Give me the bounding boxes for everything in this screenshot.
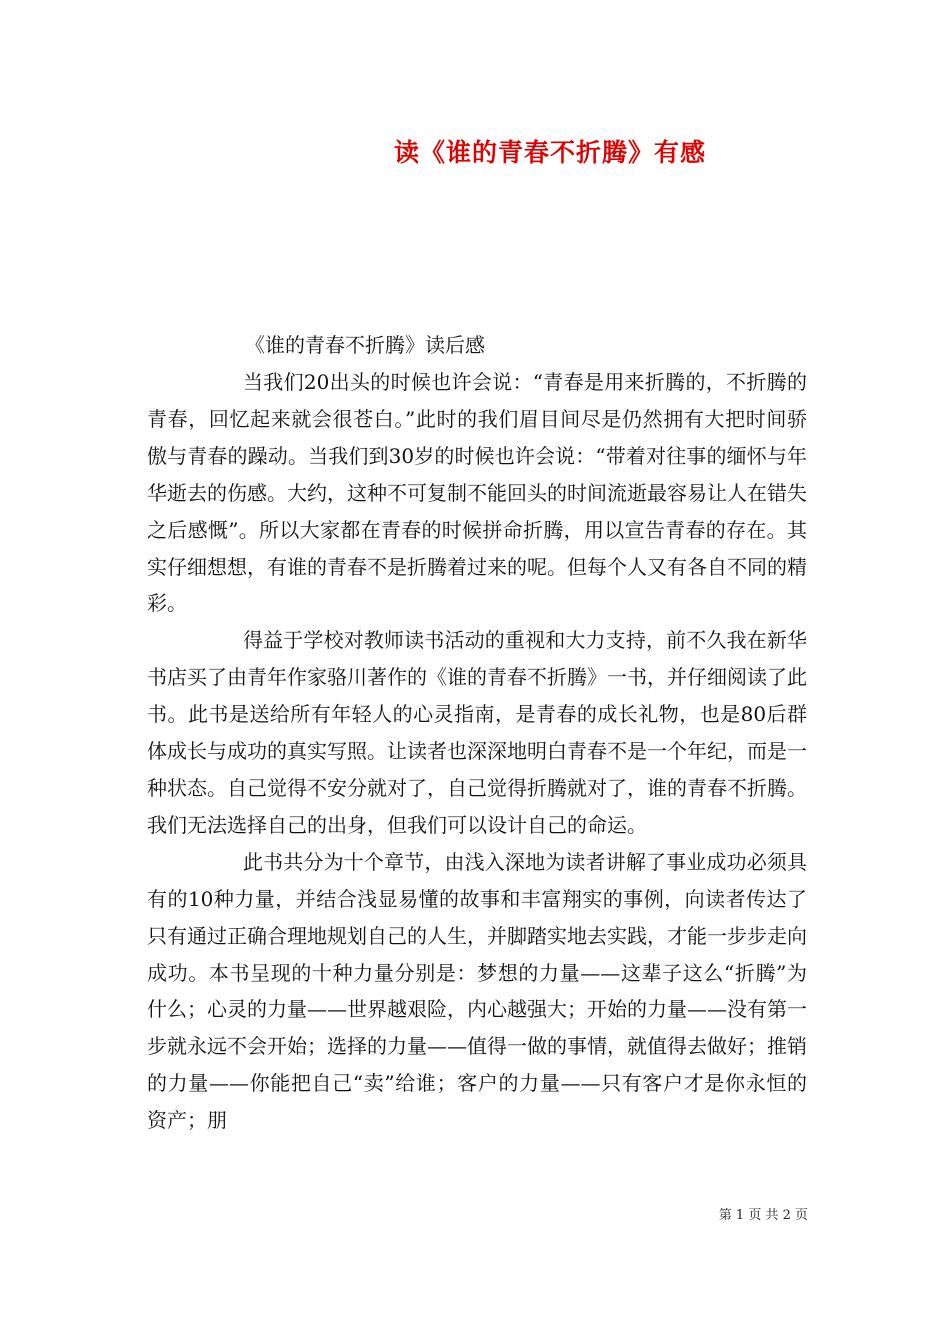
paragraph-2: 得益于学校对教师读书活动的重视和大力支持，前不久我在新华书店买了由青年作家骆川著作的《谁的青春不折腾》一书，并仔细阅读了此书。此书是送给所有年轻人的心灵指南，是青春的成长礼物，也是80后群体成长与成功的真实写照。让读者也深深地明白青春不是一个年纪，而是一种状态。自己觉得不安分就对了，自己觉得折腾就对了，谁的青春不折腾。我们无法选择自己的出身，但我们可以设计自己的命运。 — [147, 628, 807, 837]
paragraph-3: 此书共分为十个章节，由浅入深地为读者讲解了事业成功必须具有的10种力量，并结合浅显易懂的故事和丰富翔实的事例，向读者传达了只有通过正确合理地规划自己的人生，并脚踏实地去实践，才能一步步走向成功。本书呈现的十种力量分别是：梦想的力量——这辈子这么“折腾”为什么；心灵的力量——世界越艰险，内心越强大；开始的力量——没有第一步就永远不会开始；选择的力量——值得一做的事情，就值得去做好；推销的力量——你能把自己“卖”给谁；客户的力量——只有客户才是你永恒的资产；朋 — [147, 849, 807, 1133]
document-subtitle: 《谁的青春不折腾》读后感 — [245, 333, 485, 357]
page-number: 第 1 页 共 2 页 — [718, 1208, 808, 1223]
document-body — [147, 364, 807, 1139]
document-title: 读《谁的青春不折腾》有感 — [393, 138, 706, 167]
paragraph-1: 当我们20出头的时候也许会说：“青春是用来折腾的，不折腾的青春，回忆起来就会很苍白。”此时的我们眉目间尽是仍然拥有大把时间骄傲与青春的躁动。当我们到30岁的时候也许会说：“带着对往事的缅怀与年华逝去的伤感。大约，这种不可复制不能回头的时间流逝最容易让人在错失之后感慨”。所以大家都在青春的时候拼命折腾，用以宣告青春的存在。其实仔细想想，有谁的青春不是折腾着过来的呢。但每个人又有各自不同的精彩。 — [147, 370, 807, 616]
